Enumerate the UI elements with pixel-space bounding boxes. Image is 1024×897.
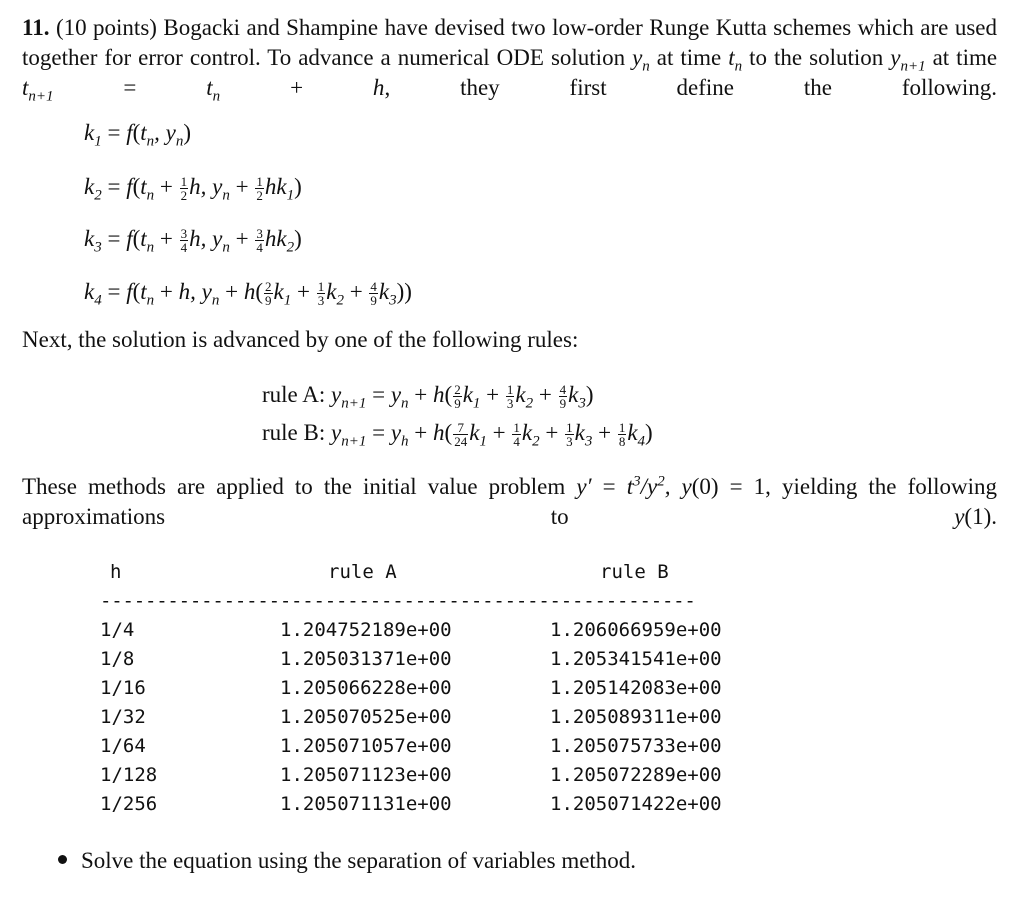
cell-rule-b: 1.206066959e+00 (550, 619, 722, 641)
math-y1: y(1) (954, 504, 992, 529)
table-separator: ----------------------------------------------------- (100, 590, 696, 612)
next-text: Next, the solution is advanced by one of the following rules: (22, 327, 579, 352)
table-row (0, 677, 1024, 706)
equation-k1: $k_1 = f(t_n$, $y_n$) (84, 120, 192, 150)
math-ivp: $y' = t^3/y^2$, y(0) = 1 (576, 473, 766, 499)
applied-lead: These methods are applied to the initial value problem (22, 474, 566, 499)
intro-mid-text-3: at time (932, 45, 998, 70)
table-row (0, 735, 1024, 764)
cell-h: 1/16 (100, 677, 146, 699)
rule-a-label: rule A: (262, 382, 326, 407)
cell-rule-b: 1.205341541e+00 (550, 648, 722, 670)
equation-k2: $k_2 = f(t_n$ + $\frac{1}{2}$ h, $y_n$ + $\frac{1}{2}$ $hk_1$) (84, 174, 302, 204)
cell-rule-b: 1.205072289e+00 (550, 764, 722, 786)
equation-k3: $k_3 = f(t_n$ + $\frac{3}{4}$ h, $y_n$ + $\frac{3}{4}$ $hk_2$) (84, 226, 302, 256)
cell-h: 1/8 (100, 648, 135, 670)
math-yn1: $y_{n+1}$ (890, 45, 926, 75)
column-header-h: h (110, 561, 122, 583)
cell-rule-a: 1.204752189e+00 (280, 619, 452, 641)
math-yn: $y_n$ (632, 45, 650, 75)
table-row (0, 648, 1024, 677)
intro-mid-text-1: at time (656, 45, 722, 70)
applied-tail: , yielding the following approximations to (22, 474, 998, 529)
math-tn: $t_n$ (728, 45, 743, 75)
math-time-step: $t_{n+1} = t_n + h$ (22, 75, 385, 105)
applied-text: These methods are applied to the initial value problem $y' = t^3/y^2$, y(0) = 1, yielding the following approximations to y(1). (22, 473, 998, 529)
table-row (0, 764, 1024, 793)
column-header-rule-a: rule A (328, 561, 397, 583)
task-text: Solve the equation using the separation of variables method. (81, 848, 637, 873)
rule-b-label: rule B: (262, 420, 326, 445)
cell-rule-b: 1.205142083e+00 (550, 677, 722, 699)
table-row (0, 793, 1024, 822)
problem-intro (22, 13, 997, 103)
column-header-rule-b: rule B (600, 561, 669, 583)
problem-number: 11. (22, 15, 50, 40)
cell-rule-a: 1.205066228e+00 (280, 677, 452, 699)
problem-points: (10 points) (55, 15, 157, 40)
cell-rule-a: 1.205071131e+00 (280, 793, 452, 815)
cell-rule-a: 1.205071123e+00 (280, 764, 452, 786)
cell-h: 1/256 (100, 793, 158, 815)
rule-a: rule A: $y_{n+1} = y_n + h$( $\frac{2}{9}$ $k_1$ + $\frac{1}{3}$ $k_2$ + $\frac{4}{9}$ $k_3$) (262, 382, 594, 412)
cell-h: 1/128 (100, 764, 158, 786)
task-bullet (58, 846, 636, 876)
cell-rule-b: 1.205089311e+00 (550, 706, 722, 728)
cell-rule-b: 1.205075733e+00 (550, 735, 722, 757)
cell-h: 1/4 (100, 619, 135, 641)
cell-h: 1/32 (100, 706, 146, 728)
cell-rule-a: 1.205031371e+00 (280, 648, 452, 670)
cell-h: 1/64 (100, 735, 146, 757)
cell-rule-a: 1.205070525e+00 (280, 706, 452, 728)
equation-k4: $k_4 = f(t_n + h$, $y_n + h$( $\frac{2}{9}$ $k_1$ + $\frac{1}{3}$ $k_2$ + $\frac{4}{9}$ $k_3$)) (84, 279, 412, 309)
intro-lead-text: Bogacki and Shampine have devised two low-order Runge Kutta schemes which are used together for error control. To advance a numerical ODE solution (22, 15, 997, 70)
bullet-icon (58, 855, 67, 864)
intro-tail-text: , they first define the following. (384, 75, 998, 100)
rule-b: rule B: $y_{n+1} = y_h + h$( $\frac{7}{24}$ $k_1$ + $\frac{1}{4}$ $k_2$ + $\frac{1}{3}$ $k_3$ + $\frac{1}{8}$ $k_4$) (262, 420, 653, 450)
cell-rule-a: 1.205071057e+00 (280, 735, 452, 757)
intro-mid-text-2: to the solution (749, 45, 884, 70)
table-row (0, 706, 1024, 735)
cell-rule-b: 1.205071422e+00 (550, 793, 722, 815)
table-row (0, 619, 1024, 648)
